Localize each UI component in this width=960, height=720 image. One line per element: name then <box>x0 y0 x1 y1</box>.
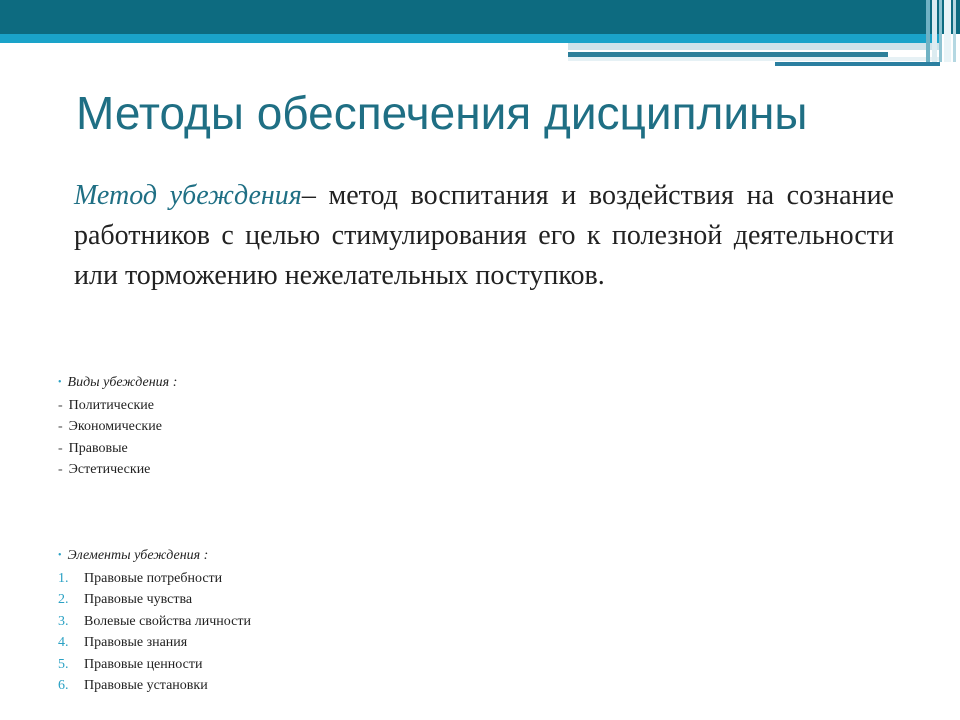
header-decor-stripe <box>932 0 937 62</box>
list-item-label: Политические <box>68 397 155 413</box>
list-item <box>58 675 251 697</box>
list-item-number: 6. <box>58 678 69 693</box>
list-item-label: Правовые чувства <box>84 592 193 607</box>
dash-icon: - <box>58 462 63 477</box>
header-bar <box>0 0 960 34</box>
definition-text: – метод воспитания и воздействия на сознание работников с целью стимулирования его к полезной деятельности или торможению нежелательных поступков. <box>74 180 894 291</box>
list-item-label: Правовые ценности <box>84 656 203 672</box>
header-decor-stripe <box>939 0 942 62</box>
list-item <box>58 568 251 590</box>
list-item-number: 3. <box>58 613 69 629</box>
elements-heading-row <box>58 545 251 568</box>
header-decor-line <box>775 62 940 66</box>
bullet-icon: • <box>58 550 62 561</box>
definition-term: Метод убеждения <box>74 180 302 211</box>
list-item <box>58 459 177 481</box>
list-item <box>58 654 251 676</box>
list-item <box>58 438 177 460</box>
bullet-icon: • <box>58 377 62 388</box>
list-item-number: 1. <box>58 570 69 586</box>
list-item-label: Экономические <box>68 419 162 434</box>
list-item <box>58 632 251 654</box>
list-item-number: 2. <box>58 592 69 607</box>
list-item-label: Правовые потребности <box>84 570 223 586</box>
list-item-number: 5. <box>58 656 69 672</box>
header-decor-stripe <box>944 0 951 62</box>
list-item-label: Правовые знания <box>84 635 188 650</box>
slide-title: Методы обеспечения дисциплины <box>76 87 808 139</box>
dash-icon: - <box>58 419 63 434</box>
definition-paragraph <box>74 176 894 296</box>
list-item-label: Правовые <box>68 440 128 456</box>
header-decor-stripe <box>953 0 956 62</box>
header-accent-bar <box>0 34 940 43</box>
elements-section <box>58 545 251 697</box>
list-item-label: Волевые свойства личности <box>84 613 251 629</box>
list-item-label: Эстетические <box>68 462 151 477</box>
elements-heading: Элементы убеждения : <box>67 548 209 563</box>
list-item-number: 4. <box>58 635 69 650</box>
list-item <box>58 416 177 438</box>
dash-icon: - <box>58 397 63 413</box>
list-item <box>58 395 177 417</box>
header-decor-stripe <box>926 0 930 62</box>
header-decor-line <box>568 57 940 61</box>
list-item-label: Правовые установки <box>84 678 208 693</box>
list-item <box>58 589 251 611</box>
header-decor-line <box>568 52 888 57</box>
types-heading-row <box>58 372 177 395</box>
list-item <box>58 611 251 633</box>
dash-icon: - <box>58 440 63 456</box>
types-section <box>58 372 177 481</box>
header-decor-line <box>568 43 940 50</box>
types-heading: Виды убеждения : <box>67 375 178 390</box>
